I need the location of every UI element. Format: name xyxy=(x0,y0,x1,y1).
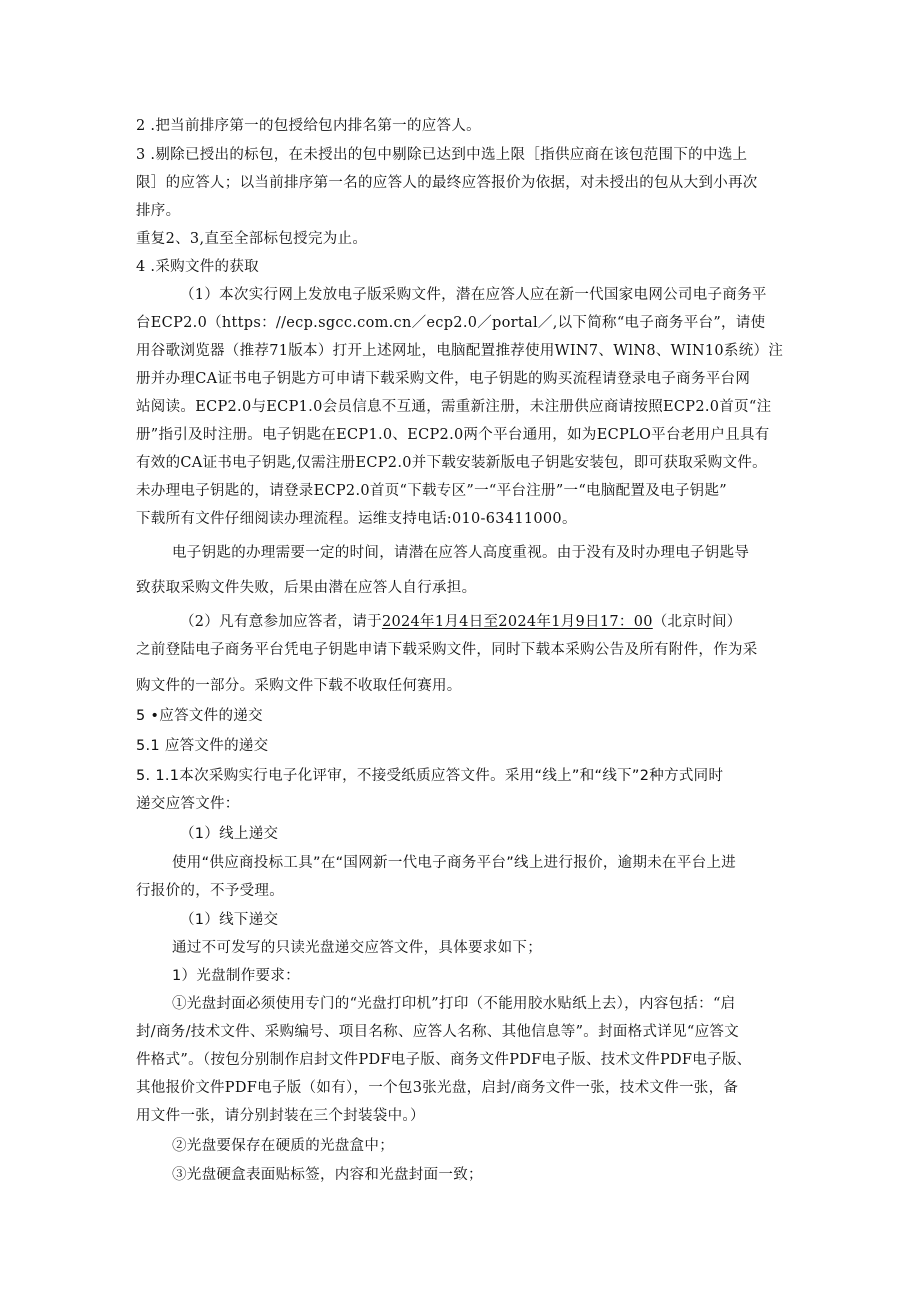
text-line: 件格式”。（按包分别制作启封文件PDF电子版、商务文件PDF电子版、技术文件PDF电子版、 xyxy=(136,1052,752,1068)
section-heading: 5 •应答文件的递交 xyxy=(136,708,263,724)
text-line-deadline xyxy=(180,612,786,632)
section-heading: 4 .采购文件的获取 xyxy=(136,259,259,275)
text-line: 5. 1.1本次采购实行电子化评审，不接受纸质应答文件。采用“线上”和“线下”2种方式同时 xyxy=(136,768,724,784)
text-line: 限］的应答人；以当前排序第一名的应答人的最终应答报价为依据，对未授出的包从大到小再次 xyxy=(136,175,758,191)
subsection-heading: 5.1 应答文件的递交 xyxy=(136,738,269,754)
text-line: 有效的CA证书电子钥匙,仅需注册ECP2.0并下载安装新版电子钥匙安装包，即可获取采购文件。 xyxy=(136,455,767,471)
text-line: 2 .把当前排序第一的包授给包内排名第一的应答人。 xyxy=(136,118,481,134)
text-line: 购文件的一部分。采购文件下载不收取任何赛用。 xyxy=(136,678,462,694)
deadline-period: 2024年1月4日至2024年1月9日17：00 xyxy=(381,614,653,630)
text-line: 用谷歌浏览器（推荐71版本）打开上述网址，电脑配置推荐使用WIN7、WlN8、WIN10系统）注 xyxy=(136,343,784,359)
list-heading: 1）光盘制作要求： xyxy=(172,968,300,984)
text-line: 册”指引及时注册。电子钥匙在ECP1.0、ECP2.0两个平台通用，如为ECPLO平台老用户且具有 xyxy=(136,427,770,443)
list-item: ②光盘要保存在硬质的光盘盒中； xyxy=(172,1138,394,1154)
text-line: ①光盘封面必须使用专门的“光盘打印机”打印（不能用胶水贴纸上去），内容包括：“启 xyxy=(172,996,736,1012)
text-line: 下载所有文件仔细阅读办理流程。运维支持电话:010-63411000。 xyxy=(136,511,577,527)
text-line: 未办理电子钥匙的，请登录ECP2.0首页“下载专区”一“平台注册”一“电脑配置及电子钥匙” xyxy=(136,483,727,499)
text-line: 通过不可发写的只读光盘递交应答文件，具体要求如下； xyxy=(172,940,542,956)
text-line: 站阅读。ECP2.0与ECP1.0会员信息不互通，需重新注册，未注册供应商请按照ECP2.0首页“注 xyxy=(136,399,772,415)
text-line: 排序。 xyxy=(136,203,181,219)
text-line: 递交应答文件： xyxy=(136,796,240,812)
text-line: 册并办理CA证书电子钥匙方可申请下载采购文件，电子钥匙的购买流程请登录电子商务平台网 xyxy=(136,371,751,387)
text-line: 台ECP2.0（https：//ecp.sgcc.com.cn／ecp2.0／portal／,以下简称“电子商务平台”，请使 xyxy=(136,315,766,331)
text-line: 其他报价文件PDF电子版（如有），一个包3张光盘，启封/商务文件一张，技术文件一张，备 xyxy=(136,1080,739,1096)
list-item: ③光盘硬盒表面贴标签，内容和光盘封面一致； xyxy=(172,1167,483,1183)
text-line: 3 .剔除已授出的标包，在未授出的包中剔除已达到中选上限［指供应商在该包范围下的中选上 xyxy=(136,147,748,163)
list-heading: （1）线上递交 xyxy=(180,826,279,842)
text-line: 重复2、3,直至全部标包授完为止。 xyxy=(136,231,368,247)
list-heading: （1）线下递交 xyxy=(180,912,279,928)
text-line: 电子钥匙的办理需要一定的时间，请潜在应答人高度重视。由于没有及时办理电子钥匙导 xyxy=(172,545,750,561)
deadline-suffix: （北京时间） xyxy=(652,614,742,630)
deadline-prefix: （2）凡有意参加应答者，请于 xyxy=(180,614,382,630)
text-line: （1）本次实行网上发放电子版采购文件，潜在应答人应在新一代国家电网公司电子商务平 xyxy=(180,287,767,303)
text-line: 用文件一张，请分别封装在三个封装袋中。） xyxy=(136,1108,425,1124)
text-line: 行报价的，不予受理。 xyxy=(136,883,284,899)
text-line: 致获取采购文件失败，后果由潜在应答人自行承担。 xyxy=(136,580,477,596)
text-line: 使用“供应商投标工具”在“国网新一代电子商务平台”线上进行报价，逾期未在平台上进 xyxy=(172,855,737,871)
text-line: 之前登陆电子商务平台凭电子钥匙申请下载采购文件，同时下载本采购公告及所有附件，作为采 xyxy=(136,642,758,658)
text-line: 封/商务/技术文件、采购编号、项目名称、应答人名称、其他信息等”。封面格式详见“应答文 xyxy=(136,1024,739,1040)
